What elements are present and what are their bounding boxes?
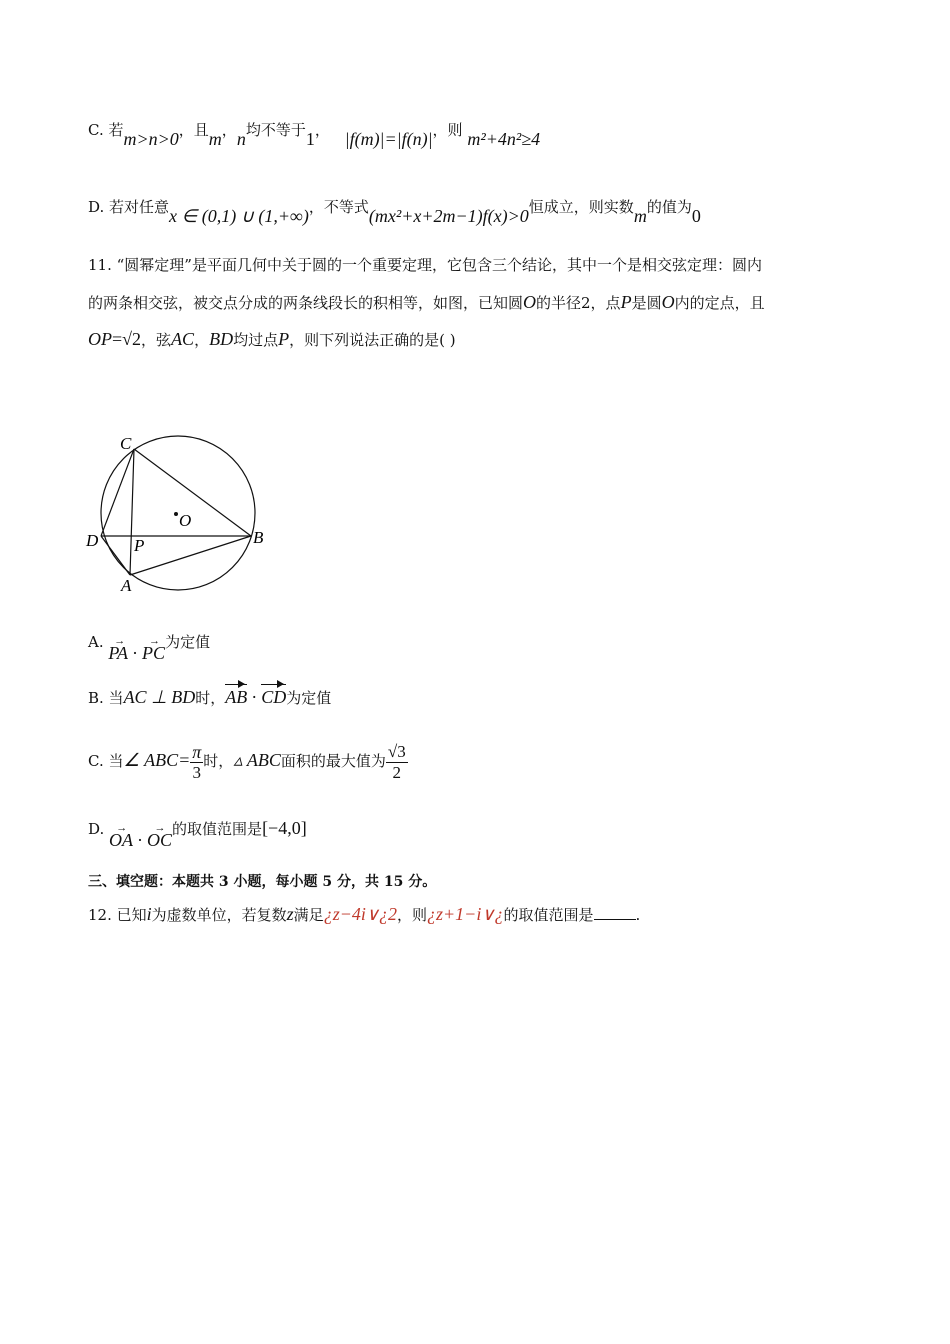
section-3-title: 三、填空题：本题共 3 小题，每小题 5 分，共 15 分。 [88,874,437,890]
pi-over-3: $\frac{\pi}{3}$ [192,741,202,782]
segment-dc [101,449,134,536]
label-d: D [86,531,99,550]
label-p: P [134,536,145,555]
option-d: D. → OA ·→ OC的取值范围是[−4,0] [88,817,307,840]
center-dot [174,512,178,516]
label-c: C [120,434,132,453]
option-d-prev: D. 若对任意x ∈ (0,1) ∪ (1,+∞)，不等式(mx²+x+2m−1)f(x)>0恒成立，则实数m的值为0 [88,198,701,226]
segment-cb [134,449,251,536]
segment-ab [130,536,251,575]
option-c-prev: C. 若m>n>0，且m，n均不等于1， |f(m)|=|f(n)|，则 m²+4n²≥4 [88,121,541,149]
sqrt3-over-2: $\frac{√3}{2}$ [387,741,406,782]
option-b: B. 当AC ⊥ BD时，AB · CD为定值 [88,687,332,707]
q11-line3: OP=√2，弦AC，BD均过点P，则下列说法正确的是( ) [88,329,456,349]
option-a: A. → PA ·→ PC为定值 [88,630,210,653]
q12: 12. 已知i为虚数单位，若复数z满足¿z−4i∨¿2，则¿z+1−i∨¿的取值范围是 . [88,904,641,924]
option-c: C. 当∠ ABC= $\frac{\pi}{3}$ 时，▵ ABC面积的最大值为 $\frac{√3}{2}$ [88,741,406,782]
label-a: A [121,576,132,595]
label-o: O [179,511,192,530]
q11-line1: 11. “圆幂定理”是平面几何中关于圆的一个重要定理，它包含三个结论，其中一个是相交弦定理：圆内 [88,256,762,274]
label-b: B [253,528,264,547]
q11-line2: 的两条相交弦，被交点分成的两条线段长的积相等，如图，已知圆O的半径2，点P是圆O内的定点，且 [88,292,765,312]
segment-da [101,536,130,575]
answer-blank[interactable] [594,919,636,920]
chord-ac [130,449,134,575]
circle-figure [80,425,280,600]
